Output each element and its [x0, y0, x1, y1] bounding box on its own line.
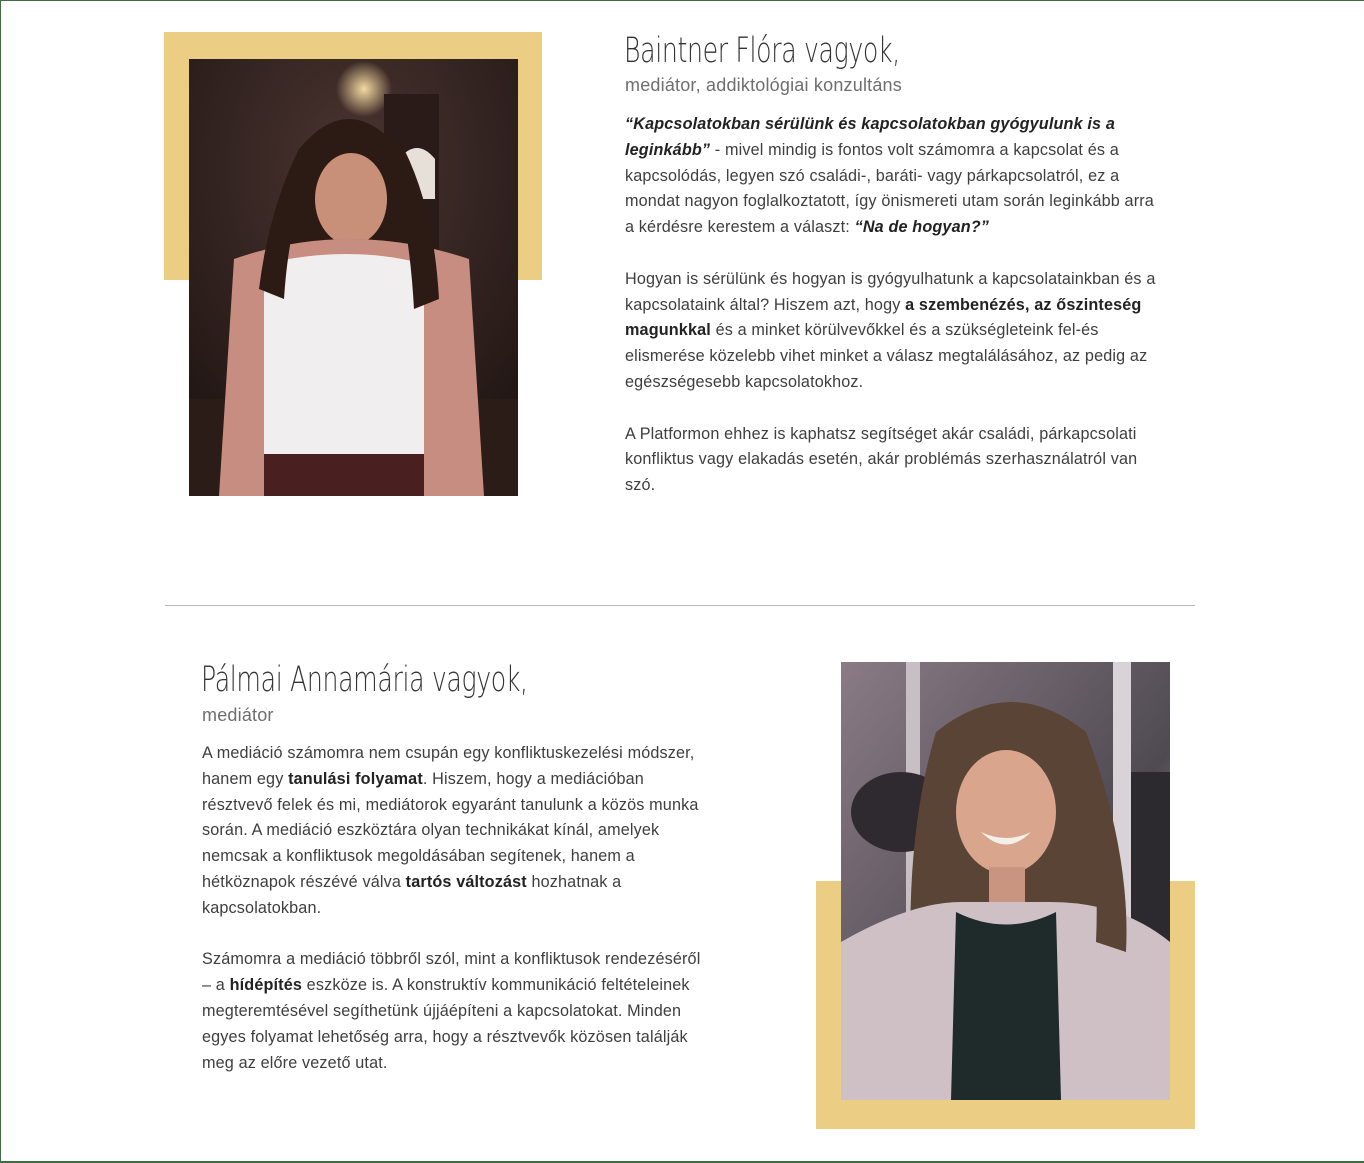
- profile-2-role: mediátor: [202, 705, 274, 725]
- profile-1-photo: [189, 59, 518, 496]
- profile-2-paragraph-2: [202, 947, 702, 1076]
- profile-1-name: Baintner Flóra vagyok,: [624, 31, 900, 71]
- profile-1-bio: [625, 112, 1165, 525]
- profile-2-name: Pálmai Annamária vagyok,: [201, 660, 528, 700]
- paragraph-text: Számomra a mediáció többről szól, mint a konfliktusok rendezéséről – a: [202, 950, 701, 995]
- profile-2-paragraph-1: [202, 741, 702, 922]
- paragraph-text: hozhatnak a kapcsolatokban.: [202, 872, 622, 917]
- profile-1-quote: “Kapcsolatokban sérülünk és kapcsolatokban gyógyulunk is a leginkább”: [625, 115, 1115, 159]
- bold-text: tanulási folyamat: [288, 769, 423, 788]
- portrait-image-icon: [841, 662, 1170, 1100]
- profile-1-paragraph-1: [625, 112, 1165, 241]
- portrait-image-icon: [189, 59, 518, 496]
- paragraph-text: A mediáció számomra nem csupán egy konfliktuskezelési módszer, hanem egy: [202, 744, 695, 788]
- bold-text: hídépítés: [229, 976, 303, 995]
- profile-1-closing-quote: “Na de hogyan?”: [854, 218, 990, 237]
- paragraph-text: és a minket körülvevőkkel és a szükségleteink fel-és elismerése közelebb vihet minket a válasz megtalálásához, az pedig az egészségesebb kapcsolatokhoz.: [625, 321, 1148, 391]
- paragraph-text: eszköze is. A konstruktív kommunikáció feltételeinek megteremtésével segíthetünk újjáépíteni a kapcsolatokat. Minden egyes folyamat lehetőség arra, hogy a résztvevők közösen találják meg az előre vezető utat.: [202, 976, 690, 1072]
- profile-1-paragraph-3: [625, 422, 1165, 499]
- profile-2-photo: [841, 662, 1170, 1100]
- bold-text: a szembenézés, az őszinteség magunkkal: [625, 295, 1142, 340]
- profile-2-bio: [202, 741, 702, 1102]
- paragraph-text: . Hiszem, hogy a mediációban résztvevő felek és mi, mediátorok egyaránt tanulunk a közös munka során. A mediáció eszköztára olyan technikákat kínál, amelyek nemcsak a konfliktusok megoldásában segítenek, hanem a hétköznapok részévé válva: [202, 769, 699, 891]
- profile-1-paragraph-2: [625, 267, 1165, 396]
- section-divider: [165, 605, 1195, 606]
- paragraph-text: - mivel mindig is fontos volt számomra a kapcsolat és a kapcsolódás, legyen szó családi-, baráti- vagy párkapcsolatról, ez a mondat nagyon foglalkoztatott, így önismereti utam során leginkább arra a kérdésre kerestem a választ:: [625, 140, 1154, 237]
- bold-text: tartós változást: [405, 872, 527, 891]
- paragraph-text: Hogyan is sérülünk és hogyan is gyógyulhatunk a kapcsolatainkban és a kapcsolataink által? Hiszem azt, hogy: [625, 269, 1156, 314]
- paragraph-text: A Platformon ehhez is kaphatsz segítséget akár családi, párkapcsolati konfliktus vagy elakadás esetén, akár problémás szerhasználatról van szó.: [625, 424, 1138, 495]
- profile-1-role: mediátor, addiktológiai konzultáns: [625, 75, 902, 95]
